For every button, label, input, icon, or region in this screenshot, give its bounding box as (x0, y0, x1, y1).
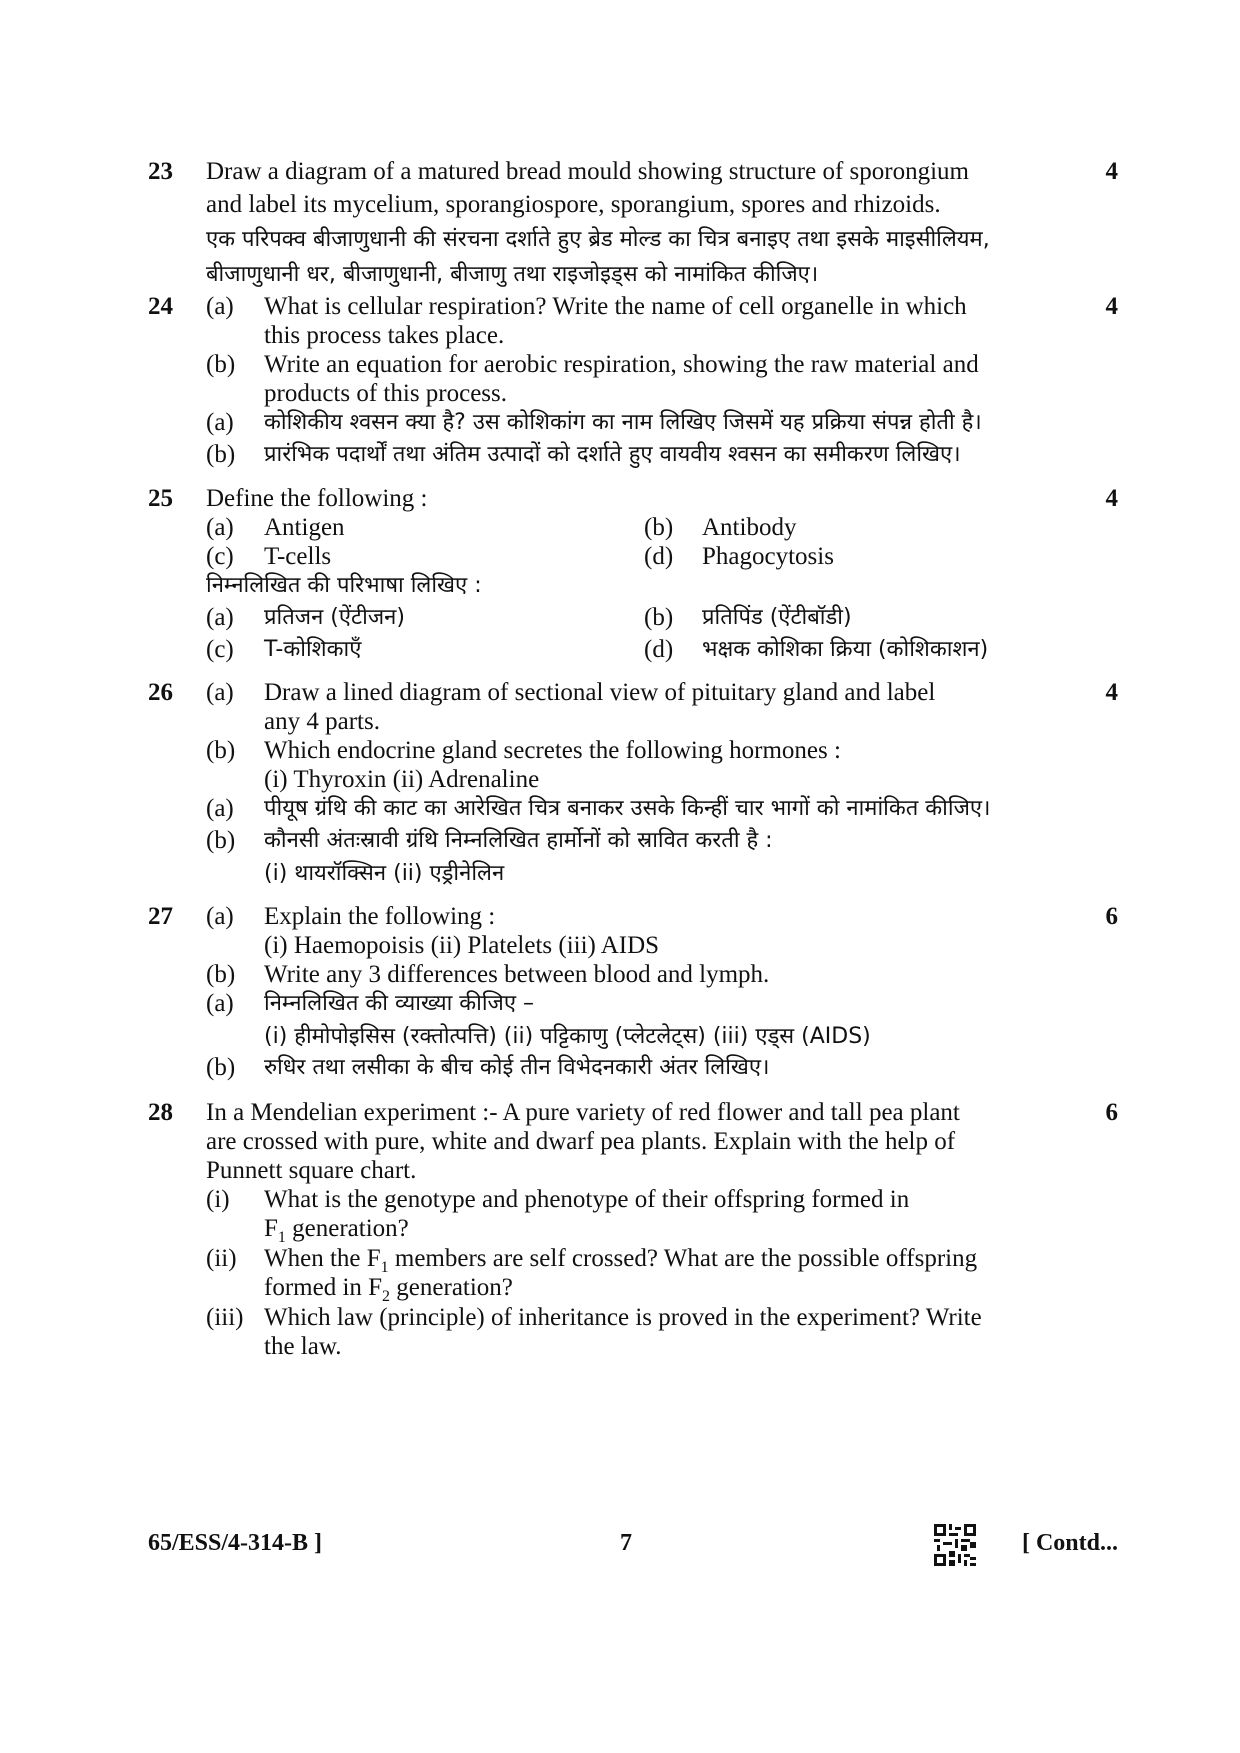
subscript: 2 (382, 1288, 391, 1305)
question-text: In a Mendelian experiment :- A pure variety of red flower and tall pea plant (206, 1099, 960, 1126)
sub-question-ii (206, 1242, 1068, 1305)
paper-code: 65/ESS/4-314-B ] (148, 1530, 323, 1556)
subscript: 1 (277, 1229, 286, 1246)
item-label: (b) (644, 604, 674, 631)
part-label: (b) (206, 961, 236, 988)
item-label: (c) (206, 636, 234, 663)
part-label: (iii) (206, 1304, 244, 1331)
question-number: 24 (148, 293, 173, 320)
text-segment: generation? (390, 1274, 513, 1301)
part-text: any 4 parts. (264, 708, 380, 735)
marks: 4 (1105, 158, 1118, 185)
definition-row (206, 540, 1068, 569)
question-text-en: Draw a diagram of a matured bread mould showing structure of sporongium (206, 158, 969, 185)
part-text-hi: रुधिर तथा लसीका के बीच कोई तीन विभेदनकारी अंतर लिखिए। (264, 1055, 770, 1080)
part-text: products of this process. (264, 380, 508, 407)
item-text: प्रतिजन (ऐंटीजन) (264, 605, 405, 630)
part-text: What is the genotype and phenotype of their offspring formed in (264, 1186, 910, 1213)
part-b-hi (206, 438, 1068, 470)
part-text-hi: कोशिकीय श्वसन क्या है? उस कोशिकांग का नाम लिखिए जिसमें यह प्रक्रिया संपन्न होती है। (264, 410, 982, 435)
text-segment: F (264, 1215, 278, 1242)
question-text: Punnett square chart. (206, 1157, 417, 1184)
item-label: (a) (206, 604, 234, 631)
part-text: the law. (264, 1333, 342, 1360)
part-text: Draw a lined diagram of sectional view of pituitary gland and label (264, 679, 936, 706)
question-23 (148, 155, 1118, 285)
part-b (206, 348, 1068, 406)
part-label: (b) (206, 1054, 236, 1081)
part-b (206, 958, 1068, 987)
part-text-hi: निम्नलिखित की व्याख्या कीजिए – (264, 991, 535, 1016)
question-intro: Define the following : (206, 485, 428, 512)
part-label: (a) (206, 990, 234, 1017)
part-text: this process takes place. (264, 322, 505, 349)
part-a-hi (206, 792, 1068, 824)
part-a-hi (206, 987, 1068, 1051)
part-text-hi: पीयूष ग्रंथि की काट का आरेखित चित्र बनाकर उसके किन्हीं चार भागों को नामांकित कीजिए। (264, 796, 991, 821)
question-number: 27 (148, 903, 173, 930)
definition-row-hi (206, 601, 1068, 633)
text-segment: When the F (264, 1245, 381, 1272)
part-text-hi: प्रारंभिक पदार्थों तथा अंतिम उत्पादों को दर्शाते हुए वायवीय श्वसन का समीकरण लिखिए। (264, 442, 961, 467)
text-segment: members are self crossed? What are the possible offspring (388, 1245, 978, 1272)
part-label: (a) (206, 409, 234, 436)
item-text: Phagocytosis (702, 543, 834, 570)
part-label: (a) (206, 293, 234, 320)
item-label: (a) (206, 514, 234, 541)
part-label: (a) (206, 795, 234, 822)
question-intro-hi: निम्नलिखित की परिभाषा लिखिए : (206, 573, 482, 598)
part-label: (a) (206, 679, 234, 706)
question-number: 28 (148, 1099, 173, 1126)
item-label: (b) (644, 514, 674, 541)
part-text: Which endocrine gland secretes the following hormones : (264, 737, 841, 764)
part-label: (i) (206, 1186, 230, 1213)
item-text: Antigen (264, 514, 345, 541)
part-b-hi (206, 1051, 1068, 1083)
item-text: प्रतिपिंड (ऐंटीबॉडी) (702, 605, 852, 630)
marks: 4 (1105, 485, 1118, 512)
part-text: Which law (principle) of inheritance is proved in the experiment? Write (264, 1304, 982, 1331)
question-26 (148, 676, 1118, 891)
text-segment: generation? (285, 1215, 409, 1242)
marks: 4 (1105, 293, 1118, 320)
qr-code-icon (934, 1524, 976, 1566)
part-text: Write an equation for aerobic respiration, showing the raw material and (264, 351, 979, 378)
page-number: 7 (620, 1530, 632, 1556)
part-a-hi (206, 406, 1068, 438)
part-label: (b) (206, 351, 236, 378)
continued-label: [ Contd... (1021, 1530, 1118, 1556)
question-25 (148, 482, 1118, 662)
part-label: (b) (206, 737, 236, 764)
question-28 (148, 1096, 1118, 1516)
item-text: T-कोशिकाएँ (264, 637, 362, 662)
question-text-hi: बीजाणुधानी धर, बीजाणुधानी, बीजाणु तथा राइजोइड्स को नामांकित कीजिए। (206, 262, 819, 287)
question-number: 26 (148, 679, 173, 706)
question-27 (148, 900, 1118, 1085)
marks: 4 (1105, 679, 1118, 706)
part-text: What is cellular respiration? Write the name of cell organelle in which (264, 293, 967, 320)
question-text: are crossed with pure, white and dwarf pea plants. Explain with the help of (206, 1128, 956, 1155)
part-text: Explain the following : (264, 903, 496, 930)
sub-question-i (206, 1183, 1068, 1246)
part-text-hi: (i) थायरॉक्सिन (ii) एड्रीनेलिन (264, 861, 505, 886)
question-number: 25 (148, 485, 173, 512)
item-label: (c) (206, 543, 234, 570)
question-text-hi: एक परिपक्व बीजाणुधानी की संरचना दर्शाते हुए ब्रेड मोल्ड का चित्र बनाइए तथा इसके माइसीलियम, (206, 227, 990, 252)
part-text-hi: (i) हीमोपोइसिस (रक्तोत्पत्ति) (ii) पट्टिकाणु (प्लेटलेट्स) (iii) एड्स (AIDS) (264, 1024, 871, 1049)
item-text: भक्षक कोशिका क्रिया (कोशिकाशन) (702, 637, 989, 662)
question-text-en: and label its mycelium, sporangiospore, sporangium, spores and rhizoids. (206, 191, 941, 218)
part-label: (ii) (206, 1245, 237, 1272)
question-number: 23 (148, 158, 173, 185)
part-a (206, 290, 1068, 348)
part-b-hi (206, 824, 1068, 888)
part-text-hi: कौनसी अंतःस्रावी ग्रंथि निम्नलिखित हार्मोनों को स्रावित करती है : (264, 828, 773, 853)
page-footer (148, 1530, 1118, 1570)
part-label: (a) (206, 903, 234, 930)
marks: 6 (1105, 903, 1118, 930)
definition-row (206, 511, 1068, 540)
item-text: T-cells (264, 543, 332, 570)
item-label: (d) (644, 636, 674, 663)
sub-question-iii (206, 1301, 1068, 1360)
part-label: (b) (206, 827, 236, 854)
marks: 6 (1105, 1099, 1118, 1126)
part-label: (b) (206, 441, 236, 468)
text-segment: formed in F (264, 1274, 383, 1301)
subscript: 1 (380, 1259, 389, 1276)
part-text: (i) Haemopoisis (ii) Platelets (iii) AIDS (264, 932, 660, 959)
part-text: Write any 3 differences between blood and lymph. (264, 961, 770, 988)
part-a (206, 900, 1068, 958)
part-b (206, 734, 1068, 792)
item-label: (d) (644, 543, 674, 570)
item-text: Antibody (702, 514, 797, 541)
definition-row-hi (206, 633, 1068, 665)
part-a (206, 676, 1068, 734)
question-24 (148, 290, 1118, 470)
part-text: (i) Thyroxin (ii) Adrenaline (264, 766, 540, 793)
